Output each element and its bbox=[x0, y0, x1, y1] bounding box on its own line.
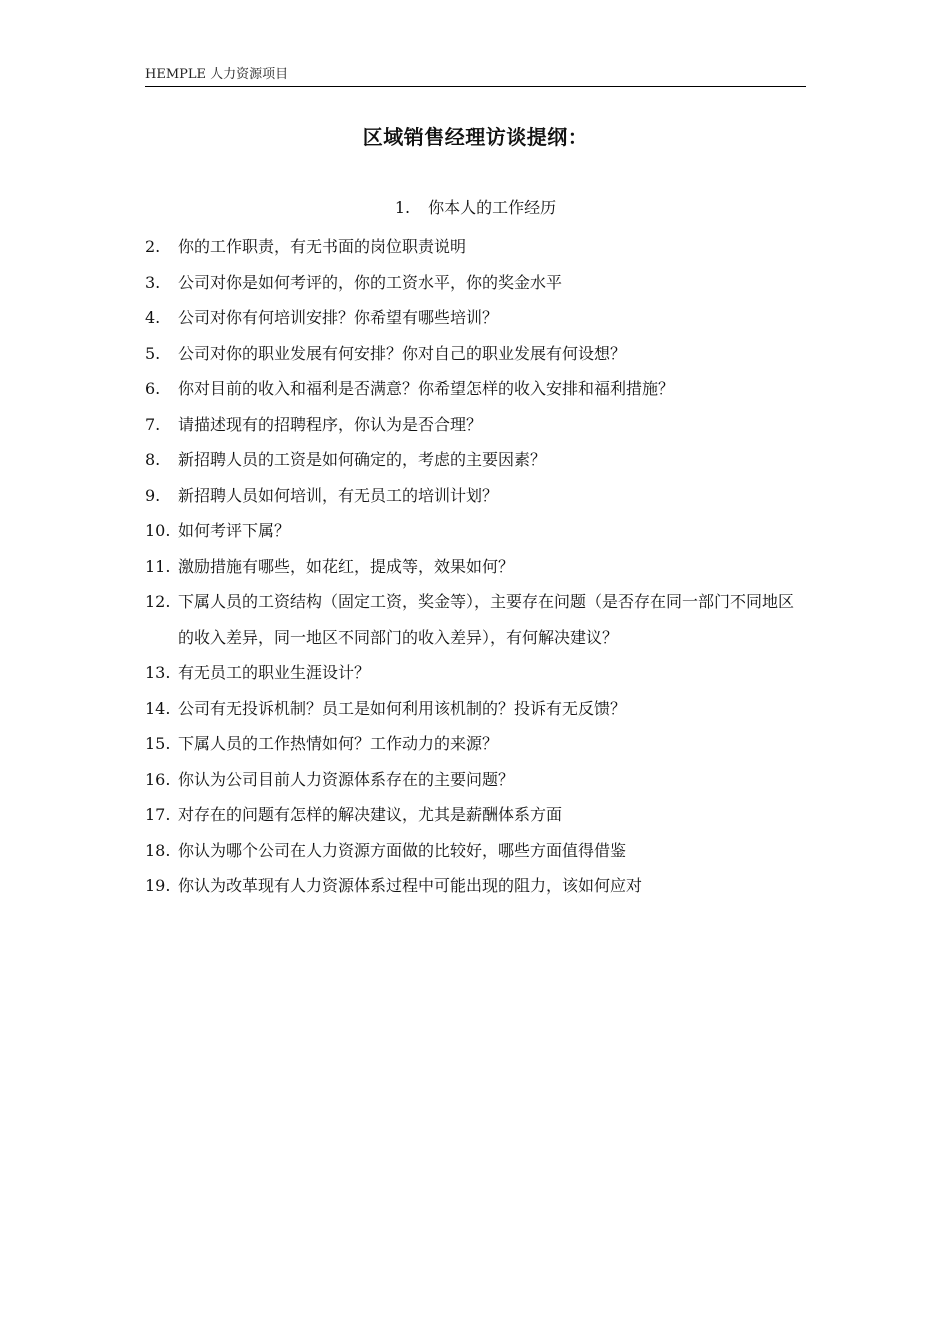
question-item-13 bbox=[145, 655, 806, 691]
question-number: 15. bbox=[145, 734, 171, 753]
question-item-10 bbox=[145, 513, 806, 549]
question-text: 对存在的问题有怎样的解决建议，尤其是薪酬体系方面 bbox=[178, 805, 563, 824]
question-item-16 bbox=[145, 762, 806, 798]
question-text: 下属人员的工资结构（固定工资，奖金等），主要存在问题（是否存在同一部门不同地区的收入差异，同一地区不同部门的收入差异），有何解决建议？ bbox=[178, 592, 795, 647]
question-number: 10. bbox=[145, 521, 171, 540]
question-text: 激励措施有哪些，如花红，提成等，效果如何？ bbox=[178, 556, 515, 576]
header-text: HEMPLE 人力资源项目 bbox=[145, 67, 289, 82]
question-number: 9. bbox=[145, 485, 161, 505]
question-number: 2. bbox=[145, 237, 161, 256]
question-number: 14. bbox=[145, 698, 171, 718]
question-item-15 bbox=[145, 726, 806, 762]
question-number: 13. bbox=[145, 663, 171, 682]
question-item-4 bbox=[145, 300, 806, 336]
question-text: 请描述现有的招聘程序，你认为是否合理？ bbox=[178, 414, 483, 434]
question-text: 你对目前的收入和福利是否满意？你希望怎样的收入安排和福利措施？ bbox=[178, 379, 675, 398]
question-number: 11. bbox=[145, 556, 171, 576]
question-text: 公司对你的职业发展有何安排？你对自己的职业发展有何设想？ bbox=[178, 343, 627, 363]
question-list bbox=[145, 229, 806, 904]
question-number: 17. bbox=[145, 805, 171, 824]
question-text: 公司对你是如何考评的，你的工资水平，你的奖金水平 bbox=[178, 272, 563, 292]
question-item-1 bbox=[145, 195, 806, 221]
question-text: 你本人的工作经历 bbox=[428, 198, 557, 217]
question-text: 下属人员的工作热情如何？工作动力的来源？ bbox=[178, 734, 499, 753]
question-number: 7. bbox=[145, 414, 161, 434]
question-text: 新招聘人员的工资是如何确定的，考虑的主要因素？ bbox=[178, 450, 547, 469]
question-number: 5. bbox=[145, 343, 161, 363]
question-number: 19. bbox=[145, 876, 171, 895]
question-item-18 bbox=[145, 833, 806, 869]
question-number: 1. bbox=[394, 198, 411, 217]
question-text: 公司有无投诉机制？员工是如何利用该机制的？投诉有无反馈？ bbox=[178, 698, 627, 718]
question-text: 如何考评下属？ bbox=[178, 521, 291, 540]
question-item-17 bbox=[145, 797, 806, 833]
question-text: 公司对你有何培训安排？你希望有哪些培训？ bbox=[178, 308, 499, 327]
question-item-2 bbox=[145, 229, 806, 265]
question-number: 6. bbox=[145, 379, 161, 398]
page-header bbox=[145, 66, 806, 87]
question-text: 新招聘人员如何培训，有无员工的培训计划？ bbox=[178, 485, 499, 505]
question-item-3 bbox=[145, 265, 806, 301]
question-number: 16. bbox=[145, 769, 171, 789]
question-text: 你认为改革现有人力资源体系过程中可能出现的阻力，该如何应对 bbox=[178, 876, 643, 895]
question-number: 8. bbox=[145, 450, 161, 469]
question-item-9 bbox=[145, 478, 806, 514]
question-text: 你认为哪个公司在人力资源方面做的比较好，哪些方面值得借鉴 bbox=[178, 840, 627, 860]
question-number: 4. bbox=[145, 308, 161, 327]
question-text: 你认为公司目前人力资源体系存在的主要问题？ bbox=[178, 769, 515, 789]
question-item-7 bbox=[145, 407, 806, 443]
question-number: 18. bbox=[145, 840, 171, 860]
question-text: 有无员工的职业生涯设计？ bbox=[178, 663, 371, 682]
question-item-19 bbox=[145, 868, 806, 904]
question-text: 你的工作职责，有无书面的岗位职责说明 bbox=[178, 237, 467, 256]
document-title: 区域销售经理访谈提纲： bbox=[362, 125, 589, 149]
question-number: 3. bbox=[145, 272, 161, 292]
question-item-8 bbox=[145, 442, 806, 478]
question-item-6 bbox=[145, 371, 806, 407]
question-item-5 bbox=[145, 336, 806, 372]
question-item-11 bbox=[145, 549, 806, 585]
question-item-12 bbox=[145, 584, 806, 655]
question-number: 12. bbox=[145, 592, 171, 611]
question-item-14 bbox=[145, 691, 806, 727]
